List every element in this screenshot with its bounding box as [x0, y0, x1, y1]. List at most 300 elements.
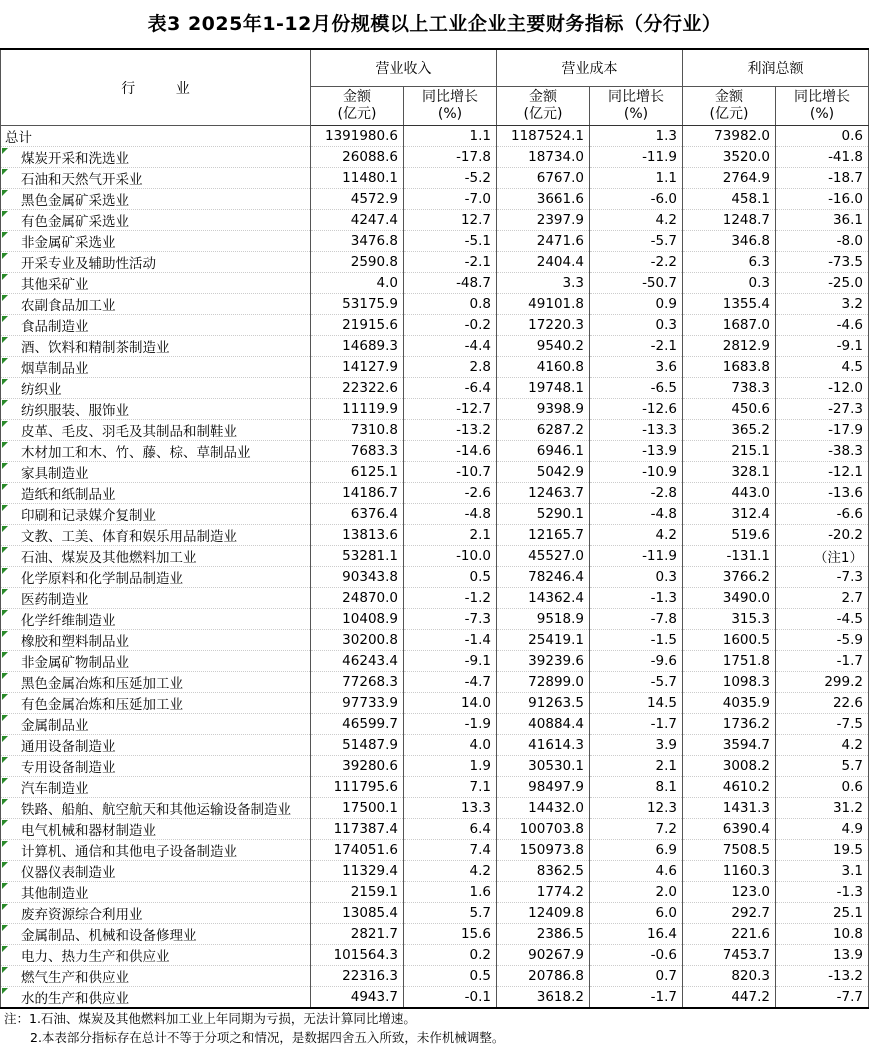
row-marker-icon — [2, 946, 8, 952]
revenue-amount-cell: 1391980.6 — [311, 126, 404, 147]
table-row — [1, 651, 869, 672]
table-row — [1, 336, 869, 357]
profit-amount-cell: 2764.9 — [683, 168, 776, 189]
profit-growth-cell: 299.2 — [776, 672, 869, 693]
industry-name — [1, 840, 311, 861]
profit-amount-cell: 820.3 — [683, 966, 776, 987]
cost-amount-cell: 78246.4 — [497, 567, 590, 588]
cost-growth-cell: -0.6 — [590, 945, 683, 966]
row-marker-icon — [2, 820, 8, 826]
revenue-amount-cell: 13085.4 — [311, 903, 404, 924]
cost-growth-cell: 1.1 — [590, 168, 683, 189]
cost-amount-cell: 9540.2 — [497, 336, 590, 357]
cost-amount-cell: 9518.9 — [497, 609, 590, 630]
revenue-growth-cell: 15.6 — [404, 924, 497, 945]
row-marker-icon — [2, 253, 8, 259]
profit-growth-cell: -4.6 — [776, 315, 869, 336]
industry-name — [1, 630, 311, 651]
industry-name — [1, 777, 311, 798]
row-marker-icon — [2, 757, 8, 763]
industry-name — [1, 441, 311, 462]
row-marker-icon — [2, 442, 8, 448]
table-row — [1, 231, 869, 252]
revenue-amount-cell: 24870.0 — [311, 588, 404, 609]
cost-amount-cell: 6767.0 — [497, 168, 590, 189]
row-marker-icon — [2, 925, 8, 931]
table-row — [1, 987, 869, 1009]
profit-growth-cell: 5.7 — [776, 756, 869, 777]
revenue-amount-cell: 2590.8 — [311, 252, 404, 273]
industry-label: 化学原料和化学制品制造业 — [21, 571, 183, 587]
cost-amount-cell: 12409.8 — [497, 903, 590, 924]
industry-label: 造纸和纸制品业 — [21, 487, 116, 503]
profit-amount-cell: 7508.5 — [683, 840, 776, 861]
industry-name — [1, 126, 311, 147]
revenue-growth-cell: -1.4 — [404, 630, 497, 651]
profit-growth-cell: -27.3 — [776, 399, 869, 420]
industry-name — [1, 525, 311, 546]
cost-amount-cell: 40884.4 — [497, 714, 590, 735]
revenue-amount-cell: 174051.6 — [311, 840, 404, 861]
industry-name — [1, 189, 311, 210]
revenue-amount-cell: 14186.7 — [311, 483, 404, 504]
industry-label: 燃气生产和供应业 — [21, 970, 129, 986]
row-marker-icon — [2, 148, 8, 154]
profit-growth-cell: -17.9 — [776, 420, 869, 441]
revenue-amount-cell: 6376.4 — [311, 504, 404, 525]
revenue-amount-cell: 7310.8 — [311, 420, 404, 441]
cost-amount-cell: 90267.9 — [497, 945, 590, 966]
industry-name — [1, 483, 311, 504]
row-marker-icon — [2, 505, 8, 511]
footnote-1: 注：1.石油、煤炭及其他燃料加工业上年同期为亏损，无法计算同比增速。 — [4, 1011, 416, 1026]
profit-amount-cell: 328.1 — [683, 462, 776, 483]
table-row — [1, 357, 869, 378]
row-marker-icon — [2, 736, 8, 742]
profit-amount-cell: 1751.8 — [683, 651, 776, 672]
industry-label: 专用设备制造业 — [21, 760, 116, 776]
cost-growth-cell: -2.2 — [590, 252, 683, 273]
revenue-amount-cell: 17500.1 — [311, 798, 404, 819]
revenue-growth-cell: 5.7 — [404, 903, 497, 924]
row-marker-icon — [2, 232, 8, 238]
table-row — [1, 441, 869, 462]
revenue-growth-cell: 0.8 — [404, 294, 497, 315]
cost-amount-cell: 18734.0 — [497, 147, 590, 168]
table-row — [1, 273, 869, 294]
revenue-growth-cell: 14.0 — [404, 693, 497, 714]
cost-amount-cell: 14362.4 — [497, 588, 590, 609]
profit-growth-cell: -41.8 — [776, 147, 869, 168]
profit-amount-header: 金额 (亿元) — [683, 87, 776, 126]
table-row — [1, 609, 869, 630]
row-marker-icon — [2, 673, 8, 679]
industry-name — [1, 147, 311, 168]
profit-amount-cell: 6.3 — [683, 252, 776, 273]
cost-growth-cell: -10.9 — [590, 462, 683, 483]
industry-name — [1, 546, 311, 567]
cost-amount-cell: 1187524.1 — [497, 126, 590, 147]
cost-growth-cell: 2.1 — [590, 756, 683, 777]
row-marker-icon — [2, 799, 8, 805]
profit-amount-cell: 346.8 — [683, 231, 776, 252]
revenue-growth-cell: -12.7 — [404, 399, 497, 420]
revenue-growth-cell: -4.8 — [404, 504, 497, 525]
revenue-amount-cell: 4.0 — [311, 273, 404, 294]
row-marker-icon — [2, 295, 8, 301]
industry-label: 有色金属矿采选业 — [21, 214, 129, 230]
table-row — [1, 399, 869, 420]
table-row — [1, 147, 869, 168]
row-marker-icon — [2, 169, 8, 175]
revenue-growth-cell: -7.3 — [404, 609, 497, 630]
cost-growth-cell: -4.8 — [590, 504, 683, 525]
revenue-amount-cell: 4247.4 — [311, 210, 404, 231]
revenue-amount-cell: 3476.8 — [311, 231, 404, 252]
revenue-amount-cell: 22316.3 — [311, 966, 404, 987]
revenue-growth-cell: -10.0 — [404, 546, 497, 567]
industry-name — [1, 945, 311, 966]
profit-amount-cell: 0.3 — [683, 273, 776, 294]
profit-growth-cell: -73.5 — [776, 252, 869, 273]
industry-label: 铁路、船舶、航空航天和其他运输设备制造业 — [21, 802, 291, 818]
table-row — [1, 861, 869, 882]
row-marker-icon — [2, 841, 8, 847]
profit-growth-cell: -4.5 — [776, 609, 869, 630]
table-row — [1, 315, 869, 336]
revenue-amount-cell: 53281.1 — [311, 546, 404, 567]
cost-amount-cell: 6946.1 — [497, 441, 590, 462]
revenue-amount-cell: 11119.9 — [311, 399, 404, 420]
revenue-amount-cell: 46243.4 — [311, 651, 404, 672]
profit-amount-cell: 7453.7 — [683, 945, 776, 966]
profit-growth-cell: 3.2 — [776, 294, 869, 315]
cost-amount-cell: 72899.0 — [497, 672, 590, 693]
cost-growth-cell: 16.4 — [590, 924, 683, 945]
industry-label: 总计 — [5, 130, 32, 146]
row-marker-icon — [2, 190, 8, 196]
table-row — [1, 693, 869, 714]
revenue-amount-header: 金额 (亿元) — [311, 87, 404, 126]
table-row — [1, 966, 869, 987]
cost-growth-cell: -13.9 — [590, 441, 683, 462]
revenue-growth-cell: -1.9 — [404, 714, 497, 735]
revenue-growth-cell: 0.5 — [404, 567, 497, 588]
cost-growth-cell: 7.2 — [590, 819, 683, 840]
industry-label: 电力、热力生产和供应业 — [21, 949, 170, 965]
table-row — [1, 798, 869, 819]
profit-amount-cell: 3008.2 — [683, 756, 776, 777]
profit-amount-cell: 1683.8 — [683, 357, 776, 378]
cost-amount-cell: 98497.9 — [497, 777, 590, 798]
revenue-amount-cell: 14689.3 — [311, 336, 404, 357]
industry-name — [1, 672, 311, 693]
industry-label: 其他采矿业 — [21, 277, 89, 293]
table-row — [1, 294, 869, 315]
row-marker-icon — [2, 568, 8, 574]
profit-growth-cell: -13.6 — [776, 483, 869, 504]
cost-amount-cell: 12165.7 — [497, 525, 590, 546]
row-marker-icon — [2, 211, 8, 217]
cost-growth-cell: -1.3 — [590, 588, 683, 609]
industry-name — [1, 504, 311, 525]
financial-indicators-table — [0, 48, 869, 1009]
revenue-amount-cell: 53175.9 — [311, 294, 404, 315]
profit-growth-cell: -20.2 — [776, 525, 869, 546]
profit-amount-cell: 215.1 — [683, 441, 776, 462]
cost-amount-cell: 19748.1 — [497, 378, 590, 399]
cost-amount-cell: 2404.4 — [497, 252, 590, 273]
row-marker-icon — [2, 421, 8, 427]
cost-growth-cell: 4.6 — [590, 861, 683, 882]
revenue-growth-cell: -10.7 — [404, 462, 497, 483]
revenue-growth-cell: 1.9 — [404, 756, 497, 777]
profit-amount-cell: 447.2 — [683, 987, 776, 1009]
revenue-amount-cell: 77268.3 — [311, 672, 404, 693]
cost-growth-cell: -5.7 — [590, 231, 683, 252]
profit-growth-cell: -12.0 — [776, 378, 869, 399]
row-marker-icon — [2, 883, 8, 889]
profit-amount-cell: 443.0 — [683, 483, 776, 504]
cost-amount-cell: 14432.0 — [497, 798, 590, 819]
industry-label: 电气机械和器材制造业 — [21, 823, 156, 839]
industry-label: 烟草制品业 — [21, 361, 89, 377]
table-row — [1, 525, 869, 546]
profit-amount-cell: 1600.5 — [683, 630, 776, 651]
industry-name — [1, 735, 311, 756]
cost-growth-cell: -50.7 — [590, 273, 683, 294]
cost-growth-cell: -1.7 — [590, 987, 683, 1009]
industry-name — [1, 210, 311, 231]
table-row — [1, 252, 869, 273]
industry-name — [1, 966, 311, 987]
row-marker-icon — [2, 274, 8, 280]
revenue-growth-cell: -2.1 — [404, 252, 497, 273]
profit-growth-cell: 0.6 — [776, 777, 869, 798]
cost-amount-cell: 25419.1 — [497, 630, 590, 651]
industry-label: 其他制造业 — [21, 886, 89, 902]
footnotes — [0, 1009, 869, 1047]
row-marker-icon — [2, 988, 8, 994]
cost-amount-cell: 9398.9 — [497, 399, 590, 420]
cost-growth-cell: 0.3 — [590, 315, 683, 336]
profit-amount-cell: 738.3 — [683, 378, 776, 399]
row-marker-icon — [2, 547, 8, 553]
revenue-amount-cell: 26088.6 — [311, 147, 404, 168]
industry-name — [1, 357, 311, 378]
table-row — [1, 378, 869, 399]
industry-label: 仪器仪表制造业 — [21, 865, 116, 881]
row-marker-icon — [2, 316, 8, 322]
cost-amount-cell: 4160.8 — [497, 357, 590, 378]
table-row — [1, 945, 869, 966]
cost-growth-cell: 0.3 — [590, 567, 683, 588]
industry-name — [1, 462, 311, 483]
profit-amount-cell: 312.4 — [683, 504, 776, 525]
profit-growth-cell: 4.5 — [776, 357, 869, 378]
table-row — [1, 567, 869, 588]
industry-label: 纺织业 — [21, 382, 62, 398]
cost-amount-cell: 5290.1 — [497, 504, 590, 525]
cost-growth-cell: 3.6 — [590, 357, 683, 378]
row-marker-icon — [2, 715, 8, 721]
table-row — [1, 588, 869, 609]
table-row — [1, 546, 869, 567]
profit-growth-cell: 25.1 — [776, 903, 869, 924]
cost-amount-cell: 30530.1 — [497, 756, 590, 777]
cost-amount-cell: 6287.2 — [497, 420, 590, 441]
cost-growth-cell: 3.9 — [590, 735, 683, 756]
cost-growth-cell: -7.8 — [590, 609, 683, 630]
profit-growth-header: 同比增长 (%) — [776, 87, 869, 126]
revenue-growth-cell: -0.2 — [404, 315, 497, 336]
profit-amount-cell: 3594.7 — [683, 735, 776, 756]
profit-growth-cell: 22.6 — [776, 693, 869, 714]
revenue-growth-cell: -13.2 — [404, 420, 497, 441]
revenue-amount-cell: 46599.7 — [311, 714, 404, 735]
table-title: 表3 2025年1-12月份规模以上工业企业主要财务指标（分行业） — [147, 13, 722, 35]
revenue-amount-cell: 2159.1 — [311, 882, 404, 903]
industry-header: 行 业 — [1, 49, 311, 126]
profit-amount-cell: 1736.2 — [683, 714, 776, 735]
revenue-growth-cell: 1.6 — [404, 882, 497, 903]
industry-label: 橡胶和塑料制品业 — [21, 634, 129, 650]
cost-amount-cell: 100703.8 — [497, 819, 590, 840]
table-row — [1, 189, 869, 210]
profit-amount-cell: 123.0 — [683, 882, 776, 903]
industry-label: 纺织服装、服饰业 — [21, 403, 129, 419]
industry-name — [1, 231, 311, 252]
profit-amount-cell: 1098.3 — [683, 672, 776, 693]
revenue-growth-header: 同比增长 (%) — [404, 87, 497, 126]
industry-label: 酒、饮料和精制茶制造业 — [21, 340, 170, 356]
row-marker-icon — [2, 904, 8, 910]
table-row — [1, 756, 869, 777]
industry-name — [1, 252, 311, 273]
profit-growth-cell: -1.7 — [776, 651, 869, 672]
revenue-header: 营业收入 — [311, 49, 497, 87]
profit-amount-cell: 4610.2 — [683, 777, 776, 798]
table-row — [1, 210, 869, 231]
industry-label: 煤炭开采和洗选业 — [21, 151, 129, 167]
cost-growth-cell: -1.5 — [590, 630, 683, 651]
revenue-growth-cell: -48.7 — [404, 273, 497, 294]
revenue-amount-cell: 6125.1 — [311, 462, 404, 483]
revenue-growth-cell: -5.2 — [404, 168, 497, 189]
profit-amount-cell: 2812.9 — [683, 336, 776, 357]
cost-amount-cell: 3661.6 — [497, 189, 590, 210]
cost-growth-cell: 4.2 — [590, 210, 683, 231]
revenue-amount-cell: 4572.9 — [311, 189, 404, 210]
industry-name — [1, 378, 311, 399]
profit-growth-cell: -13.2 — [776, 966, 869, 987]
industry-name — [1, 609, 311, 630]
table-row — [1, 819, 869, 840]
revenue-amount-cell: 51487.9 — [311, 735, 404, 756]
cost-header: 营业成本 — [497, 49, 683, 87]
industry-name — [1, 399, 311, 420]
industry-name — [1, 924, 311, 945]
row-marker-icon — [2, 400, 8, 406]
profit-amount-cell: 450.6 — [683, 399, 776, 420]
cost-growth-cell: -11.9 — [590, 147, 683, 168]
industry-label: 石油、煤炭及其他燃料加工业 — [21, 550, 197, 566]
revenue-growth-cell: -2.6 — [404, 483, 497, 504]
industry-label: 木材加工和木、竹、藤、棕、草制品业 — [21, 445, 251, 461]
row-marker-icon — [2, 589, 8, 595]
profit-amount-cell: 6390.4 — [683, 819, 776, 840]
cost-amount-cell: 5042.9 — [497, 462, 590, 483]
industry-label: 有色金属冶炼和压延加工业 — [21, 697, 183, 713]
industry-name — [1, 882, 311, 903]
table-row — [1, 882, 869, 903]
industry-label: 印刷和记录媒介复制业 — [21, 508, 156, 524]
revenue-growth-cell: -14.6 — [404, 441, 497, 462]
table-row — [1, 840, 869, 861]
cost-amount-cell: 17220.3 — [497, 315, 590, 336]
cost-amount-cell: 45527.0 — [497, 546, 590, 567]
industry-label: 金属制品业 — [21, 718, 89, 734]
revenue-amount-cell: 22322.6 — [311, 378, 404, 399]
cost-growth-cell: -12.6 — [590, 399, 683, 420]
industry-label: 黑色金属冶炼和压延加工业 — [21, 676, 183, 692]
row-marker-icon — [2, 694, 8, 700]
revenue-amount-cell: 14127.9 — [311, 357, 404, 378]
profit-growth-cell: -7.3 — [776, 567, 869, 588]
cost-growth-cell: 2.0 — [590, 882, 683, 903]
table-row — [1, 735, 869, 756]
table-row — [1, 483, 869, 504]
cost-amount-cell: 20786.8 — [497, 966, 590, 987]
revenue-growth-cell: 0.5 — [404, 966, 497, 987]
profit-header: 利润总额 — [683, 49, 869, 87]
profit-amount-cell: 3490.0 — [683, 588, 776, 609]
profit-amount-cell: 4035.9 — [683, 693, 776, 714]
industry-name — [1, 714, 311, 735]
cost-growth-cell: -6.0 — [590, 189, 683, 210]
industry-name — [1, 273, 311, 294]
industry-name — [1, 693, 311, 714]
revenue-growth-cell: -17.8 — [404, 147, 497, 168]
revenue-amount-cell: 39280.6 — [311, 756, 404, 777]
row-marker-icon — [2, 967, 8, 973]
revenue-amount-cell: 11480.1 — [311, 168, 404, 189]
industry-label: 金属制品、机械和设备修理业 — [21, 928, 197, 944]
cost-amount-cell: 3.3 — [497, 273, 590, 294]
row-marker-icon — [2, 484, 8, 490]
revenue-amount-cell: 30200.8 — [311, 630, 404, 651]
revenue-amount-cell: 97733.9 — [311, 693, 404, 714]
profit-amount-cell: 458.1 — [683, 189, 776, 210]
industry-label: 废弃资源综合利用业 — [21, 907, 143, 923]
revenue-amount-cell: 101564.3 — [311, 945, 404, 966]
revenue-growth-cell: -0.1 — [404, 987, 497, 1009]
cost-amount-cell: 2397.9 — [497, 210, 590, 231]
table-row — [1, 903, 869, 924]
profit-amount-cell: 1687.0 — [683, 315, 776, 336]
profit-amount-cell: 292.7 — [683, 903, 776, 924]
profit-growth-cell: 2.7 — [776, 588, 869, 609]
table-row — [1, 420, 869, 441]
profit-growth-cell: -7.7 — [776, 987, 869, 1009]
industry-name — [1, 798, 311, 819]
profit-amount-cell: 1248.7 — [683, 210, 776, 231]
industry-name — [1, 294, 311, 315]
profit-amount-cell: 315.3 — [683, 609, 776, 630]
profit-growth-cell: -8.0 — [776, 231, 869, 252]
revenue-growth-cell: 0.2 — [404, 945, 497, 966]
cost-amount-cell: 39239.6 — [497, 651, 590, 672]
